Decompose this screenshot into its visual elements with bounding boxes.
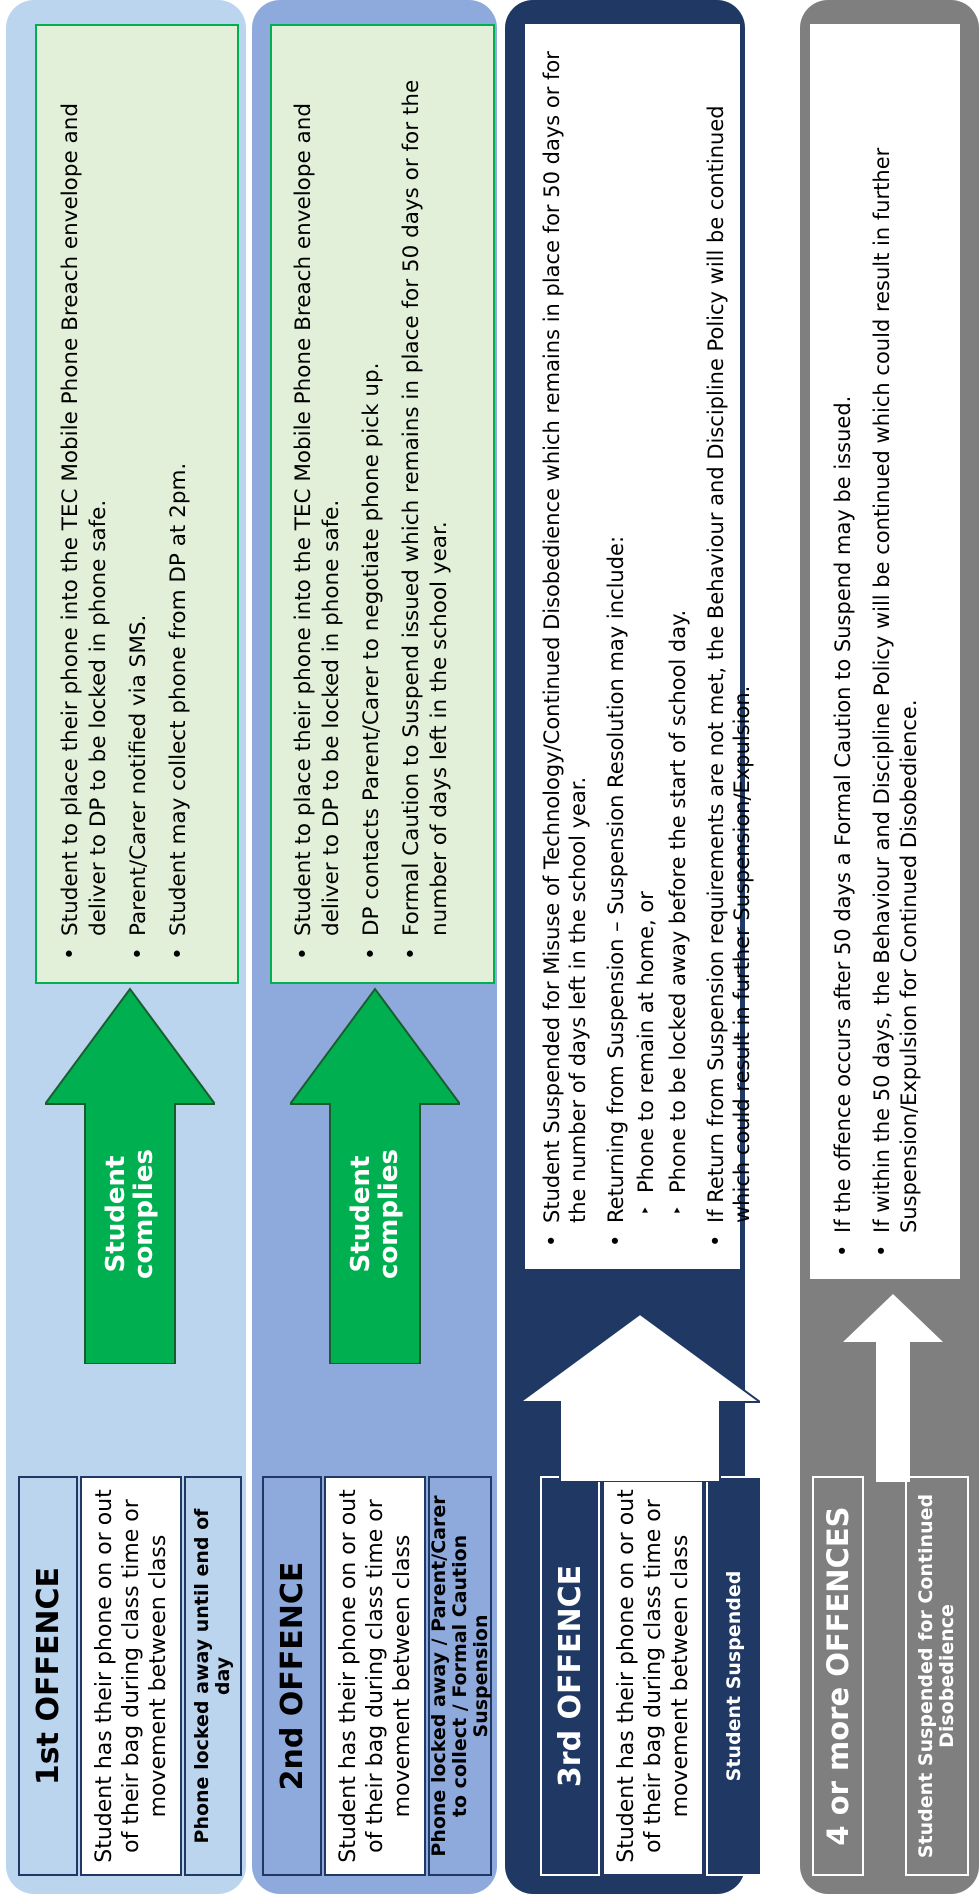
third-offence-action-2-text: Returning from Suspension – Suspension Resolution may include: — [604, 535, 628, 1223]
first-offence-action-2: • Parent/Carer notified via SMS. — [125, 42, 153, 936]
third-offence-consequence: Student Suspended — [706, 1476, 762, 1876]
second-offence-arrow-label: Student complies — [346, 1149, 404, 1279]
second-offence-description: Student has their phone on or out of their bag during class time or movement between class — [324, 1476, 426, 1876]
third-offence-action-2 — [603, 40, 691, 1223]
third-offence-arrow — [520, 1312, 760, 1482]
fourth-offence-actions — [810, 24, 960, 1279]
first-offence-consequence: Phone locked away until end of day — [184, 1476, 242, 1876]
second-offence-action-3: • Formal Caution to Suspend issued which remains in place for 50 days or for the number of days left in the school year. — [398, 42, 454, 936]
first-offence-description: Student has their phone on or out of their bag during class time or movement between class — [80, 1476, 182, 1876]
third-offence-description: Student has their phone on or out of their bag during class time or movement between class — [602, 1476, 704, 1876]
second-offence-actions — [270, 24, 495, 984]
third-offence-actions — [525, 24, 754, 1269]
second-offence-title: 2nd OFFENCE — [262, 1476, 322, 1876]
fourth-offence-consequence: Student Suspended for Continued Disobedience — [905, 1476, 969, 1876]
first-offence-action-1: • Student to place their phone into the TEC Mobile Phone Breach envelope and deliver to DP to be locked in phone safe. — [57, 42, 113, 936]
first-offence-actions — [35, 24, 239, 984]
first-offence-action-3: • Student may collect phone from DP at 2pm. — [165, 42, 193, 936]
second-offence-action-2: • DP contacts Parent/Carer to negotiate phone pick up. — [358, 42, 386, 936]
fourth-offence-arrow — [843, 1292, 943, 1482]
third-offence-action-1: • Student Suspended for Misuse of Technology/Continued Disobedience which remains in place for 50 days or for the number of days left in the school year. — [539, 40, 591, 1223]
third-offence-sub-action-1: ‣ Phone to remain at home, or — [633, 40, 659, 1193]
fourth-offence-title: 4 or more OFFENCES — [812, 1476, 864, 1876]
second-offence-consequence: Phone locked away / Parent/Carer to collect / Formal Caution Suspension — [428, 1476, 492, 1876]
third-offence-sub-action-2: ‣ Phone to be locked away before the start of school day. — [665, 40, 691, 1193]
fourth-offence-action-1: • If the offence occurs after 50 days a Formal Caution to Suspend may be issued. — [830, 40, 857, 1233]
first-offence-title: 1st OFFENCE — [18, 1476, 78, 1876]
third-offence-action-3: • If Return from Suspension requirements are not met, the Behaviour and Discipline Policy will be continued which could result in further Suspension/Expulsion. — [703, 40, 755, 1223]
first-offence-arrow-label: Student complies — [101, 1149, 159, 1279]
third-offence-title: 3rd OFFENCE — [540, 1476, 600, 1876]
fourth-offence-action-2: • If within the 50 days, the Behaviour and Discipline Policy will be continued which could result in further Suspension/Expulsion for Continued Disobedience. — [869, 40, 923, 1233]
second-offence-action-1: • Student to place their phone into the TEC Mobile Phone Breach envelope and deliver to DP to be locked in phone safe. — [290, 42, 346, 936]
